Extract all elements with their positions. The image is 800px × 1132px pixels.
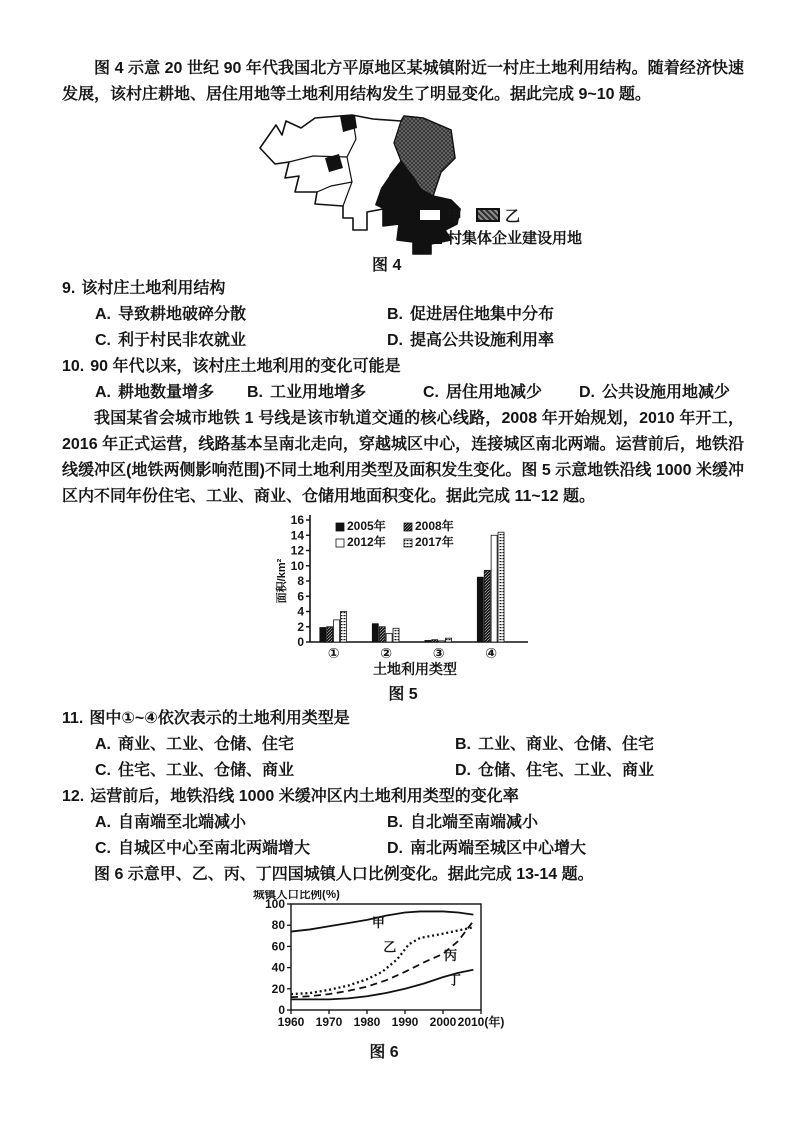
figure5-bar-chart bbox=[274, 512, 532, 676]
legend-label-yi: 乙 bbox=[505, 207, 521, 225]
option-11c: C. 住宅、工业、仓储、商业 bbox=[95, 762, 295, 779]
legend-label-enterprise: 村集体企业建设用地 bbox=[447, 229, 583, 247]
svg-text:1970: 1970 bbox=[315, 1015, 343, 1029]
question-12-options bbox=[95, 810, 760, 862]
figure4-legend bbox=[418, 204, 596, 248]
svg-text:16: 16 bbox=[290, 513, 304, 527]
question-11-text: 图中①~④依次表示的土地利用类型是 bbox=[89, 710, 350, 727]
svg-text:2012年: 2012年 bbox=[347, 535, 386, 549]
svg-text:面积/km²: 面积/km² bbox=[276, 558, 288, 604]
intro-paragraph-q9: 图 4 示意 20 世纪 90 年代我国北方平原地区某城镇附近一村庄土地利用结构。随着经济快速发展，该村庄耕地、居住用地等土地利用结构发生了明显变化。据此完成 9~10 题。 bbox=[62, 60, 744, 103]
svg-text:1980: 1980 bbox=[353, 1015, 381, 1029]
option-12b: B. 自北端至南端减小 bbox=[387, 814, 539, 831]
svg-text:2010(年): 2010(年) bbox=[457, 1015, 505, 1029]
svg-text:2000: 2000 bbox=[429, 1015, 457, 1029]
svg-text:0: 0 bbox=[278, 1003, 285, 1017]
svg-text:城镇人口比例(%): 城镇人口比例(%) bbox=[253, 890, 340, 901]
option-11b: B. 工业、商业、仓储、住宅 bbox=[455, 736, 655, 753]
figure6-caption: 图 6 bbox=[369, 1044, 399, 1061]
question-10-number: 10. bbox=[62, 358, 85, 375]
svg-text:40: 40 bbox=[271, 960, 285, 975]
figure4 bbox=[0, 112, 800, 276]
question-11-number: 11. bbox=[62, 710, 84, 727]
svg-text:乙: 乙 bbox=[383, 939, 397, 955]
option-9d: D. 提高公共设施利用率 bbox=[387, 332, 555, 349]
legend-swatch-yi bbox=[476, 208, 500, 222]
question-12 bbox=[62, 784, 760, 862]
option-12d: D. 南北两端至城区中心增大 bbox=[387, 840, 587, 857]
option-9a: A. 导致耕地破碎分散 bbox=[95, 306, 247, 323]
option-10c: C. 居住用地减少 bbox=[423, 384, 543, 401]
svg-text:2017年: 2017年 bbox=[415, 535, 454, 549]
question-12-text: 运营前后，地铁沿线 1000 米缓冲区内土地利用类型的变化率 bbox=[90, 788, 519, 805]
svg-text:丙: 丙 bbox=[444, 947, 458, 963]
svg-text:1960: 1960 bbox=[277, 1015, 305, 1029]
svg-text:2005年: 2005年 bbox=[347, 519, 386, 533]
svg-text:4: 4 bbox=[297, 604, 304, 619]
question-11-stem bbox=[62, 706, 760, 732]
svg-text:80: 80 bbox=[271, 918, 285, 933]
intro-paragraph-q13: 图 6 示意甲、乙、丙、丁四国城镇人口比例变化。据此完成 13-14 题。 bbox=[94, 866, 594, 883]
svg-text:土地利用类型: 土地利用类型 bbox=[373, 661, 457, 676]
question-10 bbox=[62, 354, 760, 406]
svg-text:①: ① bbox=[327, 645, 340, 661]
option-9c: C. 利于村民非农就业 bbox=[95, 332, 247, 349]
svg-text:1990: 1990 bbox=[391, 1015, 419, 1029]
option-12a: A. 自南端至北端减小 bbox=[95, 814, 247, 831]
svg-text:12: 12 bbox=[290, 543, 304, 558]
figure5-caption: 图 5 bbox=[388, 686, 418, 703]
svg-text:2008年: 2008年 bbox=[415, 519, 454, 533]
legend-row-2 bbox=[418, 226, 596, 248]
svg-text:60: 60 bbox=[271, 939, 285, 954]
legend-row-1 bbox=[418, 204, 596, 226]
svg-text:③: ③ bbox=[432, 645, 445, 661]
option-10a: A. 耕地数量增多 bbox=[95, 384, 215, 401]
option-9b: B. 促进居住地集中分布 bbox=[387, 306, 555, 323]
question-9-text: 该村庄土地利用结构 bbox=[81, 280, 226, 297]
question-10-options bbox=[95, 380, 760, 406]
figure6 bbox=[246, 890, 522, 1062]
svg-text:0: 0 bbox=[297, 635, 304, 649]
figure5 bbox=[268, 512, 538, 704]
svg-text:8: 8 bbox=[297, 574, 304, 588]
intro-paragraph-q11: 我国某省会城市地铁 1 号线是该市轨道交通的核心线路，2008 年开始规划，2010 年开工，2016 年正式运营，线路基本呈南北走向，穿越城区中心，连接城区南北两端。运营前后，地铁沿线缓冲区(地铁两侧影响范围)不同土地利用类型及面积发生变化。图 5 示意地铁沿线 1000 米缓冲区内不同年份住宅、工业、商业、仓储用地面积变化。据此完成 11~12 题。 bbox=[62, 410, 744, 505]
question-9 bbox=[62, 276, 760, 354]
question-9-number: 9. bbox=[62, 280, 76, 297]
option-11a: A. 商业、工业、仓储、住宅 bbox=[95, 736, 295, 753]
question-12-number: 12. bbox=[62, 788, 85, 805]
figure4-caption: 图 4 bbox=[372, 257, 402, 274]
option-11d: D. 仓储、住宅、工业、商业 bbox=[455, 762, 655, 779]
question-10-text: 90 年代以来，该村庄土地利用的变化可能是 bbox=[90, 358, 401, 375]
question-12-stem bbox=[62, 784, 760, 810]
svg-text:20: 20 bbox=[271, 981, 285, 996]
option-12c: C. 自城区中心至南北两端增大 bbox=[95, 840, 311, 857]
question-9-stem bbox=[62, 276, 760, 302]
legend-label-jia: 甲 bbox=[447, 207, 463, 225]
svg-text:2: 2 bbox=[297, 619, 304, 634]
question-11-options bbox=[95, 732, 760, 784]
svg-text:丁: 丁 bbox=[447, 972, 461, 988]
svg-text:④: ④ bbox=[485, 645, 498, 661]
option-10d: D. 公共设施用地减少 bbox=[579, 384, 731, 401]
svg-text:10: 10 bbox=[290, 558, 304, 573]
question-10-stem bbox=[62, 354, 760, 380]
question-9-options bbox=[95, 302, 760, 354]
legend-swatch-enterprise bbox=[418, 230, 442, 244]
svg-text:14: 14 bbox=[290, 528, 304, 543]
question-11 bbox=[62, 706, 760, 784]
svg-text:100: 100 bbox=[264, 897, 285, 911]
svg-text:甲: 甲 bbox=[371, 915, 385, 931]
option-10b: B. 工业用地增多 bbox=[247, 384, 367, 401]
legend-swatch-jia bbox=[418, 208, 442, 222]
figure6-line-chart bbox=[251, 890, 517, 1030]
svg-text:②: ② bbox=[380, 645, 393, 661]
svg-text:6: 6 bbox=[297, 589, 304, 604]
